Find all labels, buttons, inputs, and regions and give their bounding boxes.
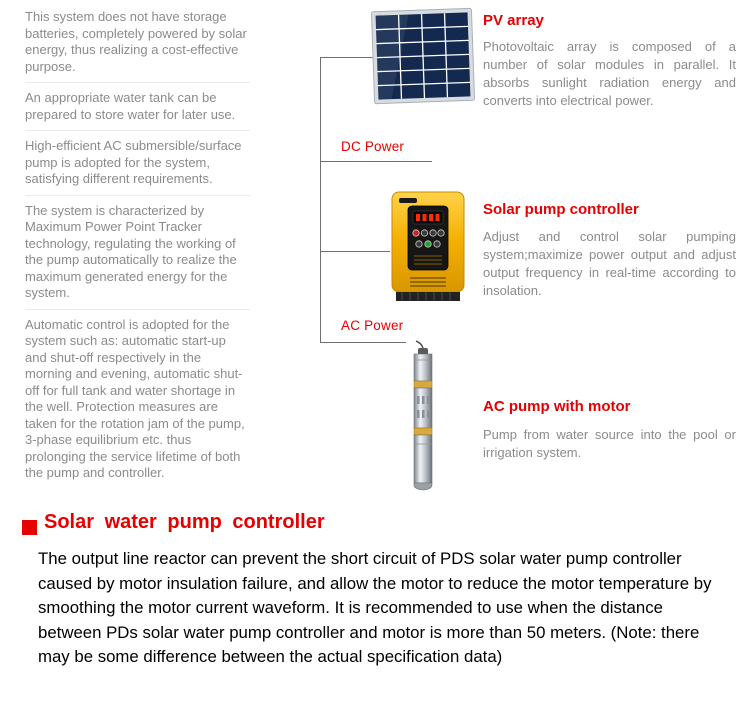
- ac-wire-horizontal-top: [320, 251, 390, 252]
- component-title-ac-pump: AC pump with motor: [483, 398, 631, 415]
- ac-power-label: AC Power: [341, 318, 404, 333]
- component-desc-controller: Adjust and control solar pumping system;maximize power output and adjust output frequency in real-time according to insolation.: [483, 229, 736, 298]
- pv-panel-image: [370, 6, 476, 113]
- system-feature-list: [25, 2, 250, 489]
- ac-wire-horizontal-bottom: [320, 342, 406, 343]
- dc-wire-horizontal-top: [320, 57, 375, 58]
- feature-paragraph: High-efficient AC submersible/surface pump is adopted for the system, satisfying different requirements.: [25, 131, 250, 196]
- feature-paragraph: Automatic control is adopted for the system such as: automatic start-up and shut-off respectively in the morning and evening, automatic shut-off for full tank and water shortage in the well. Protection measures are taken for the rotation jam of the pump, 3-phase equilibrium etc. thus prolonging the service lifetime of both the pump and controller.: [25, 316, 245, 480]
- controller-image: [388, 190, 468, 309]
- component-desc-pv-array: Photovoltaic array is composed of a number of solar modules in parallel. It absorbs sunlight radiation energy and converts into electrical power.: [483, 39, 736, 108]
- feature-paragraph: This system does not have storage batteries, completely powered by solar energy, thus realizing a cost-effective purpose.: [25, 2, 250, 83]
- section-title: Solar water pump controller: [44, 511, 325, 533]
- section-body-text: The output line reactor can prevent the short circuit of PDS solar water pump controller caused by motor insulation failure, and allow the motor to reduce the motor temperature by smoothing the motor current waveform. It is recommended to use when the distance between PDs solar water pump controller and motor is more than 50 meters. (Note: there may be some difference between the actual specification data): [38, 549, 712, 666]
- component-title-pv-array: PV array: [483, 12, 544, 29]
- main-wire-vertical: [320, 57, 321, 343]
- feature-paragraph: An appropriate water tank can be prepared to store water for later use.: [25, 83, 250, 131]
- dc-power-label: DC Power: [341, 139, 405, 154]
- feature-paragraph: The system is characterized by Maximum Power Point Tracker technology, regulating the working of the pump automatically to realize the maximum generated energy for the system.: [25, 196, 250, 310]
- pump-image: [404, 340, 442, 497]
- dc-wire-horizontal-mid: [320, 161, 432, 162]
- red-square-bullet-icon: [22, 520, 37, 535]
- component-desc-ac-pump: Pump from water source into the pool or irrigation system.: [483, 427, 736, 460]
- component-title-controller: Solar pump controller: [483, 201, 639, 218]
